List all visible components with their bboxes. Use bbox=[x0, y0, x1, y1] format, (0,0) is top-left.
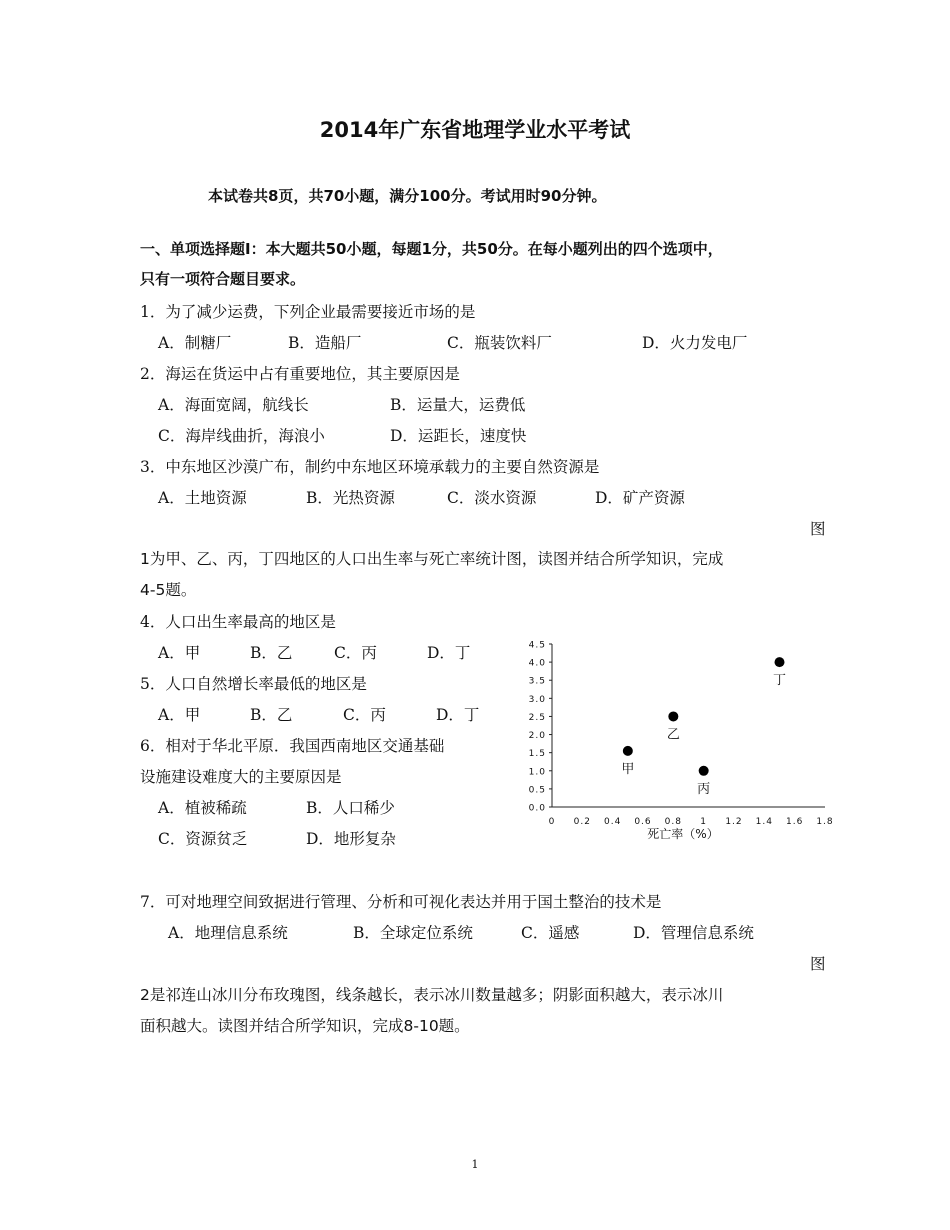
question-4-option-c: C．丙 bbox=[334, 644, 377, 662]
y-tick-label: 1.0 bbox=[528, 767, 546, 778]
question-4-stem: 4．人口出生率最高的地区是 bbox=[140, 613, 336, 631]
section-heading-line2: 只有一项符合题目要求。 bbox=[140, 270, 306, 288]
question-7-option-c: C．遥感 bbox=[521, 924, 580, 942]
y-tick-label: 3.0 bbox=[528, 694, 546, 705]
question-5-stem: 5．人口自然增长率最低的地区是 bbox=[140, 675, 367, 693]
data-point-乙 bbox=[668, 711, 678, 721]
figure-2-intro-line1: 2是祁连山冰川分布玫瑰图，线条越长，表示冰川数量越多；阴影面积越大，表示冰川 bbox=[140, 986, 724, 1004]
question-1-option-b: B．造船厂 bbox=[288, 334, 362, 352]
figure-1-ref: 图 bbox=[810, 520, 826, 538]
figure-1-intro-line1: 1为甲、乙、丙，丁四地区的人口出生率与死亡率统计图，读图并结合所学知识，完成 bbox=[140, 550, 724, 568]
section-heading-line1: 一、单项选择题Ⅰ：本大题共50小题，每题1分，共50分。在每小题列出的四个选项中， bbox=[140, 240, 723, 258]
y-tick-label: 2.5 bbox=[528, 712, 546, 723]
chart-x-axis-label: 死亡率（%） bbox=[647, 827, 719, 840]
question-2-option-d: D．运距长，速度快 bbox=[390, 427, 527, 445]
x-tick-label: 0.2 bbox=[573, 817, 591, 827]
chart-x-ticks bbox=[549, 817, 834, 827]
question-7-stem: 7．可对地理空间致据进行管理、分析和可视化表达并用于国土整治的技术是 bbox=[140, 893, 662, 911]
x-tick-label: 1.4 bbox=[755, 817, 773, 827]
chart-y-ticks bbox=[529, 641, 552, 814]
question-1-option-c: C．瓶装饮料厂 bbox=[447, 334, 552, 352]
question-1-option-a: A．制糖厂 bbox=[158, 334, 232, 352]
x-tick-label: 0 bbox=[548, 817, 556, 827]
y-tick-label: 4.5 bbox=[528, 640, 546, 651]
question-2-stem: 2．海运在货运中占有重要地位，其主要原因是 bbox=[140, 365, 460, 383]
question-5-option-a: A．甲 bbox=[158, 706, 201, 724]
question-3-option-a: A．土地资源 bbox=[158, 489, 247, 507]
question-6-option-a: A．植被稀疏 bbox=[158, 799, 247, 817]
page-title: 2014年广东省地理学业水平考试 bbox=[319, 118, 631, 142]
birth-death-rate-chart bbox=[500, 635, 845, 840]
question-3-option-b: B．光热资源 bbox=[306, 489, 395, 507]
x-tick-label: 1.2 bbox=[725, 817, 743, 827]
x-tick-label: 1 bbox=[700, 817, 708, 827]
question-6-option-c: C．资源贫乏 bbox=[158, 830, 248, 848]
question-2-option-b: B．运量大，运费低 bbox=[390, 396, 526, 414]
figure-2-intro-line2: 面积越大。读图并结合所学知识，完成8-10题。 bbox=[140, 1017, 470, 1035]
question-5-option-c: C．丙 bbox=[343, 706, 386, 724]
data-point-label: 乙 bbox=[666, 727, 680, 743]
y-tick-label: 1.5 bbox=[528, 749, 546, 760]
exam-instructions: 本试卷共8页，共70小题，满分100分。考试用时90分钟。 bbox=[208, 187, 607, 205]
question-5-option-d: D．丁 bbox=[436, 706, 480, 724]
question-7-option-d: D．管理信息系统 bbox=[633, 924, 754, 942]
question-5-option-b: B．乙 bbox=[250, 706, 293, 724]
question-6-stem-line1: 6．相对于华北平原．我国西南地区交通基础 bbox=[140, 737, 445, 755]
data-point-丙 bbox=[699, 766, 709, 776]
y-tick-label: 0.0 bbox=[528, 803, 546, 814]
figure-2-ref: 图 bbox=[810, 955, 826, 973]
question-4-option-b: B．乙 bbox=[250, 644, 293, 662]
y-tick-label: 0.5 bbox=[528, 785, 546, 796]
question-3-stem: 3．中东地区沙漠广布，制约中东地区环境承载力的主要自然资源是 bbox=[140, 458, 600, 476]
x-tick-label: 1.8 bbox=[816, 817, 834, 827]
question-4-option-d: D．丁 bbox=[427, 644, 471, 662]
y-tick-label: 3.5 bbox=[528, 676, 546, 687]
figure-1-intro-line2: 4-5题。 bbox=[140, 581, 197, 599]
question-7-option-a: A．地理信息系统 bbox=[168, 924, 288, 942]
chart-points bbox=[621, 657, 786, 797]
data-point-label: 丙 bbox=[697, 781, 711, 797]
question-6-option-b: B．人口稀少 bbox=[306, 799, 395, 817]
question-1-stem: 1．为了减少运费，下列企业最需要接近市场的是 bbox=[140, 303, 476, 321]
question-6-stem-line2: 设施建设难度大的主要原因是 bbox=[140, 768, 342, 786]
question-1-option-d: D．火力发电厂 bbox=[642, 334, 748, 352]
data-point-甲 bbox=[623, 746, 633, 756]
question-4-option-a: A．甲 bbox=[158, 644, 201, 662]
x-tick-label: 0.8 bbox=[664, 817, 682, 827]
y-tick-label: 2.0 bbox=[528, 731, 546, 742]
chart-axes bbox=[552, 644, 825, 807]
x-tick-label: 0.4 bbox=[604, 817, 622, 827]
data-point-丁 bbox=[775, 657, 785, 667]
y-tick-label: 4.0 bbox=[528, 658, 546, 669]
page-number: 1 bbox=[471, 1158, 479, 1171]
question-7-option-b: B．全球定位系统 bbox=[353, 924, 473, 942]
question-3-option-d: D．矿产资源 bbox=[595, 489, 685, 507]
data-point-label: 丁 bbox=[772, 673, 787, 689]
question-6-option-d: D．地形复杂 bbox=[306, 830, 396, 848]
question-2-option-c: C．海岸线曲折，海浪小 bbox=[158, 427, 325, 445]
question-2-option-a: A．海面宽阔，航线长 bbox=[158, 396, 309, 414]
question-3-option-c: C．淡水资源 bbox=[447, 489, 537, 507]
x-tick-label: 0.6 bbox=[634, 817, 652, 827]
data-point-label: 甲 bbox=[621, 761, 635, 777]
x-tick-label: 1.6 bbox=[786, 817, 804, 827]
